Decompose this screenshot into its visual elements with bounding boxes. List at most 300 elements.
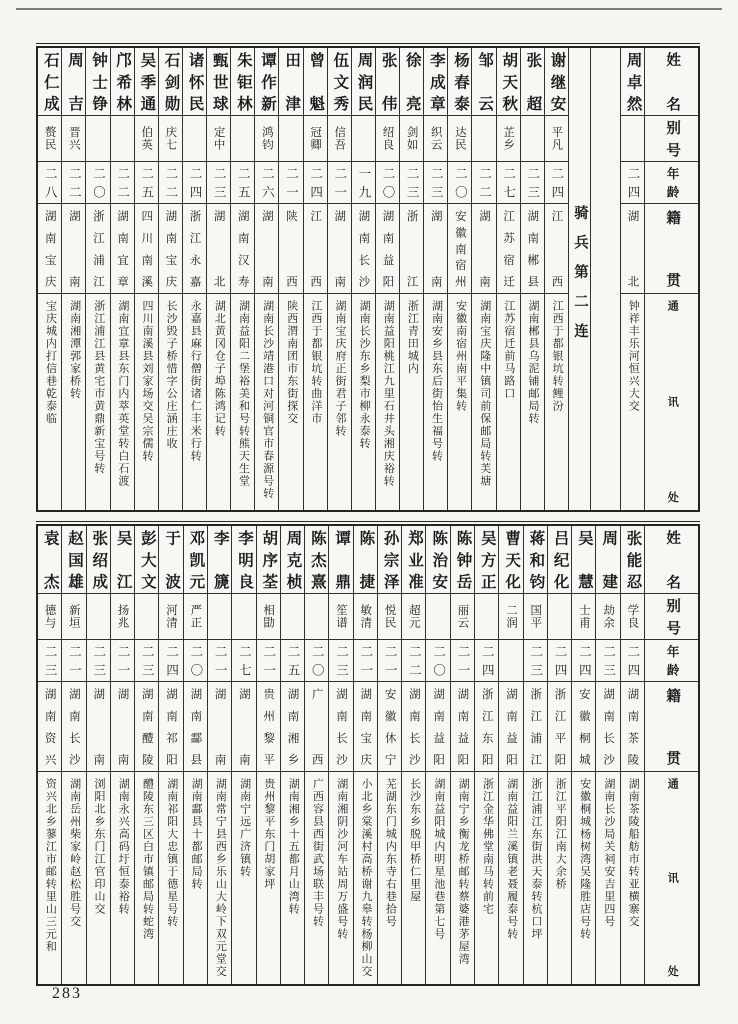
name-cell: [354, 526, 377, 594]
native-cell-text: 湖南郴县: [526, 210, 539, 287]
age-cell: [521, 162, 544, 204]
name-cell: [621, 526, 644, 594]
alias-cell-text: 剑如: [405, 126, 418, 151]
alias-cell-text: 伯英: [140, 126, 153, 151]
address-cell: [596, 772, 619, 984]
age-cell: [572, 640, 595, 682]
address-cell-text: 湖南长沙局关祠安吉里四号: [602, 778, 615, 928]
alias-cell-text: 晋兴: [67, 126, 80, 151]
page-top-edge-line: [16, 8, 722, 10]
address-cell-text: 湖南安乡县东后街怡生福号转: [430, 300, 443, 463]
alias-cell: [426, 594, 449, 640]
address-cell: [451, 772, 474, 984]
native-cell: [207, 204, 230, 294]
address-cell: [135, 772, 158, 984]
native-cell-text: 湖南: [92, 688, 105, 765]
name-cell: [545, 48, 568, 116]
column-header-age-text: 年龄: [665, 167, 680, 198]
age-cell: [329, 640, 352, 682]
address-cell: [448, 294, 471, 510]
entry-column: [595, 526, 619, 984]
address-cell: [232, 772, 255, 984]
alias-cell-text: 鸿钧: [260, 126, 273, 151]
native-cell-text: 浙江: [405, 210, 418, 287]
address-cell-text: 四川南溪县刘家场交吴宗儒转: [140, 300, 153, 463]
address-cell-text: 陕西渭南团市东街探交: [285, 300, 298, 425]
age-cell-text: 二五: [285, 645, 300, 676]
name-cell: [451, 526, 474, 594]
native-cell: [87, 682, 110, 772]
name-cell: [304, 48, 327, 116]
native-cell: [426, 682, 449, 772]
native-cell: [159, 682, 182, 772]
name-cell-text: 邝希林: [114, 52, 132, 111]
address-cell: [208, 772, 231, 984]
age-cell-text: 二一: [213, 645, 228, 676]
entry-column: [304, 526, 328, 984]
alias-cell: [499, 594, 522, 640]
column-header-address-text: 通讯处: [666, 778, 679, 978]
alias-cell-text: 新垣: [67, 604, 80, 629]
native-cell-text: 贵州黎平: [262, 688, 275, 765]
entry-column: [110, 48, 134, 510]
alias-cell-text: 芷乡: [502, 126, 515, 151]
address-cell-text: 浙江青田城内: [406, 300, 419, 375]
address-cell-text: 宝庆城内打信巷乾泰临: [44, 300, 57, 425]
name-cell: [448, 48, 471, 116]
age-cell: [424, 162, 447, 204]
entry-column: [351, 48, 375, 510]
name-cell: [497, 48, 520, 116]
age-cell: [232, 640, 255, 682]
column-header-native-text: 籍贯: [664, 210, 681, 287]
age-cell-text: 二〇: [91, 167, 106, 198]
alias-cell: [183, 116, 206, 162]
alias-cell-text: 德与: [43, 604, 56, 629]
alias-cell: [378, 594, 401, 640]
entry-column: [520, 48, 544, 510]
name-cell-text: 石剑勋: [162, 52, 180, 111]
alias-cell-text: 平凡: [550, 126, 563, 151]
age-cell: [472, 162, 495, 204]
native-cell: [62, 204, 85, 294]
address-cell-text: 安徽桐城杨树湾吴隆胜店号转: [578, 778, 591, 941]
age-cell-text: 二一: [284, 167, 299, 198]
native-cell-text: 湖南酃县: [189, 688, 202, 765]
name-cell: [38, 526, 61, 594]
age-cell: [400, 162, 423, 204]
age-cell-text: 二七: [237, 645, 252, 676]
entry-column: [230, 48, 254, 510]
native-cell: [86, 204, 109, 294]
age-cell: [135, 640, 158, 682]
alias-cell: [596, 594, 619, 640]
entry-column: [401, 526, 425, 984]
address-cell-text: 湖南益阳兰溪镇老聂履泰号转: [505, 778, 518, 941]
native-cell: [328, 204, 351, 294]
address-cell-text: 浙江金华佛堂南马转前宅: [481, 778, 494, 916]
name-cell-text: 郑业准: [405, 530, 423, 589]
age-cell-text: 二三: [405, 167, 420, 198]
name-cell-text: 谭作新: [258, 52, 276, 111]
alias-cell: [86, 116, 109, 162]
name-cell-text: 石仁成: [41, 52, 59, 111]
age-cell-text: 二一: [332, 167, 347, 198]
name-cell-text: 于波: [163, 530, 181, 589]
address-cell: [472, 294, 495, 510]
age-cell-text: 二六: [260, 167, 275, 198]
age-cell: [545, 162, 568, 204]
entry-column: [134, 526, 158, 984]
age-cell: [208, 640, 231, 682]
name-cell-text: 吴方正: [478, 530, 496, 589]
column-header-name-text: 姓名: [664, 530, 681, 589]
age-cell-text: 二五: [139, 167, 154, 198]
age-cell: [448, 162, 471, 204]
native-cell: [400, 204, 423, 294]
age-cell-text: 二二: [477, 167, 492, 198]
name-cell: [621, 48, 644, 116]
entry-column: [254, 48, 278, 510]
name-cell-text: 李篪: [211, 530, 229, 589]
alias-cell: [400, 116, 423, 162]
address-cell-text: 醴陵东三区白市镇邮局转蛇湾: [141, 778, 154, 941]
age-cell-text: 二三: [91, 645, 106, 676]
address-cell: [548, 772, 571, 984]
name-cell: [135, 48, 158, 116]
address-cell-text: 芜湖东门城内东寺右巷拾号: [384, 778, 397, 928]
name-cell-text: 周克桢: [284, 530, 302, 589]
name-cell: [475, 526, 498, 594]
name-cell-text: 陈治安: [430, 530, 448, 589]
address-cell: [62, 294, 85, 510]
alias-cell: [621, 116, 644, 162]
alias-cell-text: 严正: [189, 604, 202, 629]
age-cell: [159, 162, 182, 204]
name-cell-text: 伍文秀: [331, 52, 349, 111]
address-cell: [111, 294, 134, 510]
name-cell: [87, 526, 110, 594]
name-cell: [378, 526, 401, 594]
native-cell-text: 浙江浦江: [91, 210, 104, 287]
alias-cell-text: 超元: [407, 604, 420, 629]
alias-cell: [328, 116, 351, 162]
name-cell: [208, 526, 231, 594]
column-header-age: [645, 162, 698, 204]
name-cell-text: 赵国雄: [66, 530, 84, 589]
column-header-age-text: 年龄: [665, 645, 680, 676]
alias-cell-text: 庆七: [164, 126, 177, 151]
age-cell: [451, 640, 474, 682]
address-cell: [621, 772, 644, 984]
name-cell-text: 吴季通: [138, 52, 156, 111]
age-cell: [376, 162, 399, 204]
name-cell: [111, 48, 134, 116]
age-cell-text: 二一: [261, 645, 276, 676]
address-cell-text: 湖南郴县乌泥铺邮局转: [526, 300, 539, 425]
native-cell: [572, 682, 595, 772]
name-cell: [232, 526, 255, 594]
age-cell: [86, 162, 109, 204]
entry-column: [61, 526, 85, 984]
native-cell-text: 浙江平阳: [553, 688, 566, 765]
age-cell-text: 二四: [549, 167, 564, 198]
native-cell-text: 湖南益阳: [381, 210, 394, 287]
age-cell-text: 二一: [358, 645, 373, 676]
native-cell: [545, 204, 568, 294]
header-column: [644, 526, 698, 984]
address-cell-text: 长沙东乡脱甲桥仁里屋: [408, 778, 421, 903]
alias-cell: [352, 116, 375, 162]
address-cell-text: 湖南酃县十都邮局转: [190, 778, 203, 891]
alias-cell-text: 赘民: [43, 126, 56, 151]
address-cell-text: 湖南湘乡十五都月山湾转: [287, 778, 300, 916]
native-cell: [38, 204, 61, 294]
address-cell-text: 湖南宝庆府正街君子邻转: [333, 300, 346, 438]
alias-cell-text: 学良: [626, 604, 639, 629]
name-cell: [184, 526, 207, 594]
age-cell-text: 一九: [356, 167, 371, 198]
native-cell-text: 湖南醴陵: [140, 688, 153, 765]
native-cell: [135, 204, 158, 294]
age-cell-text: 二一: [67, 645, 82, 676]
address-cell: [305, 772, 328, 984]
name-cell-text: 吕纪化: [551, 530, 569, 589]
age-cell: [499, 640, 522, 682]
entry-column: [158, 526, 182, 984]
name-cell: [352, 48, 375, 116]
entry-column: [86, 526, 110, 984]
name-cell: [255, 48, 278, 116]
name-cell-text: 钟士铮: [90, 52, 108, 111]
alias-cell: [472, 116, 495, 162]
column-header-address: [645, 772, 698, 984]
column-header-address: [645, 294, 698, 510]
address-cell: [475, 772, 498, 984]
alias-cell: [354, 594, 377, 640]
age-cell: [548, 640, 571, 682]
entry-column: [61, 48, 85, 510]
alias-cell: [621, 594, 644, 640]
section-label-column: [568, 48, 590, 510]
native-cell: [305, 682, 328, 772]
alias-cell-text: 冠卿: [309, 126, 322, 151]
age-cell-text: 二三: [601, 645, 616, 676]
age-cell: [328, 162, 351, 204]
name-cell-text: 袁杰: [41, 530, 59, 589]
entry-column: [85, 48, 109, 510]
age-cell-text: 二三: [528, 645, 543, 676]
address-cell-text: 湖南湘潭郭家桥转: [68, 300, 81, 400]
age-cell: [62, 162, 85, 204]
alias-cell: [257, 594, 280, 640]
spacer-column: [590, 48, 620, 510]
name-cell-text: 杨春泰: [451, 52, 469, 111]
name-cell: [62, 48, 85, 116]
address-cell: [159, 772, 182, 984]
name-cell-text: 李明良: [235, 530, 253, 589]
name-cell-text: 吴江: [114, 530, 132, 589]
entry-column: [423, 48, 447, 510]
native-cell: [621, 204, 644, 294]
entry-column: [183, 526, 207, 984]
native-cell: [232, 682, 255, 772]
native-cell: [596, 682, 619, 772]
address-cell: [279, 294, 302, 510]
native-cell-text: 湖北: [626, 210, 639, 287]
name-cell: [424, 48, 447, 116]
name-cell-text: 张超: [524, 52, 542, 111]
native-cell: [448, 204, 471, 294]
age-cell: [62, 640, 85, 682]
entry-column: [571, 526, 595, 984]
address-cell: [86, 294, 109, 510]
native-cell: [38, 682, 61, 772]
age-cell-text: 二四: [164, 645, 179, 676]
name-cell-text: 胡序荃: [260, 530, 278, 589]
name-cell: [231, 48, 254, 116]
address-cell-text: 浙江浦江东街洪天泰转杭口坪: [530, 778, 542, 941]
address-cell: [183, 294, 206, 510]
native-cell-text: 湖南益阳: [504, 688, 517, 765]
register-tables-area: [36, 46, 700, 986]
native-cell: [376, 204, 399, 294]
name-cell-text: 吴慧: [575, 530, 593, 589]
age-cell-text: 二二: [407, 645, 422, 676]
address-cell-text: 湖南常宁县西乡乐山大岭下双元堂交: [214, 778, 227, 978]
native-cell-text: 湖南宜章: [116, 210, 129, 287]
entry-column: [471, 48, 495, 510]
name-cell: [183, 48, 206, 116]
age-cell: [281, 640, 304, 682]
alias-cell: [207, 116, 230, 162]
age-cell-text: 二一: [455, 645, 470, 676]
address-cell: [328, 294, 351, 510]
name-cell: [402, 526, 425, 594]
age-cell: [38, 162, 61, 204]
address-cell-text: 资兴北乡蓼江市邮转里山三元和: [44, 778, 57, 953]
address-cell: [159, 294, 182, 510]
name-cell-text: 朱钜林: [234, 52, 252, 111]
address-cell-text: 湖南岳州柴家岭赵松胜号交: [68, 778, 81, 928]
alias-cell-text: 河清: [165, 604, 178, 629]
column-header-alias: [645, 594, 698, 640]
address-cell: [376, 294, 399, 510]
name-cell: [159, 526, 182, 594]
name-cell-text: 陈钟岳: [454, 530, 472, 589]
alias-cell-text: 笙谱: [335, 604, 348, 629]
age-cell-text: 二〇: [381, 167, 395, 198]
native-cell-text: 湖南: [429, 210, 442, 287]
native-cell-text: 湖南: [213, 688, 226, 765]
name-cell: [596, 526, 619, 594]
age-cell-text: 二三: [43, 645, 58, 676]
address-cell-text: 湖南益阳桃江九里石井头湘庆裕转: [382, 300, 395, 488]
alias-cell: [184, 594, 207, 640]
address-cell-text: 广西容县西街武场联丰号转: [311, 778, 324, 928]
native-cell-text: 安徽南宿州: [453, 210, 466, 287]
native-cell-text: 陕西: [284, 210, 297, 287]
alias-cell: [497, 116, 520, 162]
name-cell: [62, 526, 85, 594]
native-cell-text: 江西: [550, 210, 563, 287]
native-cell: [475, 682, 498, 772]
age-cell-text: 二〇: [453, 167, 468, 198]
name-cell-text: 邹云: [476, 52, 494, 111]
entry-column: [447, 48, 471, 510]
alias-cell: [38, 594, 61, 640]
name-cell-text: 胡天秋: [500, 52, 518, 111]
age-cell: [305, 640, 328, 682]
entry-column: [182, 48, 206, 510]
address-cell-text: 湖南长沙靖港口对河铜官市春源号转: [261, 300, 274, 500]
entry-column: [231, 526, 255, 984]
alias-cell-text: 国平: [529, 604, 542, 629]
alias-cell: [231, 116, 254, 162]
address-cell: [304, 294, 327, 510]
native-cell-text: 湖南茶陵: [626, 688, 639, 765]
age-cell: [378, 640, 401, 682]
age-cell: [621, 162, 644, 204]
alias-cell: [451, 594, 474, 640]
age-cell-text: 二七: [501, 167, 516, 198]
native-cell-text: 浙江永嘉: [188, 210, 201, 287]
native-cell-text: 湖南益阳: [432, 688, 445, 765]
name-cell: [111, 526, 134, 594]
alias-cell: [135, 594, 158, 640]
age-cell: [257, 640, 280, 682]
address-cell: [231, 294, 254, 510]
column-header-alias-text: 别号: [664, 120, 681, 157]
alias-cell: [87, 594, 110, 640]
age-cell: [87, 640, 110, 682]
alias-cell: [232, 594, 255, 640]
name-cell-text: 张能忍: [624, 530, 642, 589]
native-cell-text: 湖南: [116, 688, 129, 765]
alias-cell: [279, 116, 302, 162]
alias-cell: [572, 594, 595, 640]
native-cell-text: 广西: [310, 688, 323, 765]
name-cell: [426, 526, 449, 594]
age-cell: [184, 640, 207, 682]
address-cell-text: 湖南宜章县东门内萃英堂转白石渡: [116, 300, 129, 488]
age-cell-text: 二四: [308, 167, 323, 198]
address-cell: [572, 772, 595, 984]
native-cell: [352, 204, 375, 294]
name-cell-text: 李成章: [427, 52, 445, 111]
name-cell-text: 周建: [600, 530, 618, 589]
address-cell: [354, 772, 377, 984]
entry-column: [206, 48, 230, 510]
alias-cell-text: 定中: [212, 126, 225, 151]
name-cell: [376, 48, 399, 116]
native-cell-text: 安徽桐城: [577, 688, 590, 765]
name-cell: [281, 526, 304, 594]
alias-cell: [475, 594, 498, 640]
age-cell-text: 二四: [188, 167, 202, 198]
address-cell: [281, 772, 304, 984]
name-cell-text: 张伟: [379, 52, 397, 111]
alias-cell: [62, 594, 85, 640]
native-cell: [451, 682, 474, 772]
address-cell: [87, 772, 110, 984]
name-cell-text: 诸怀民: [186, 52, 204, 111]
address-cell-text: 安徽南宿州南平集转: [454, 300, 467, 413]
native-cell: [184, 682, 207, 772]
alias-cell-text: 织云: [429, 126, 442, 151]
age-cell: [111, 640, 134, 682]
native-cell-text: 湖南祁阳: [165, 688, 178, 765]
